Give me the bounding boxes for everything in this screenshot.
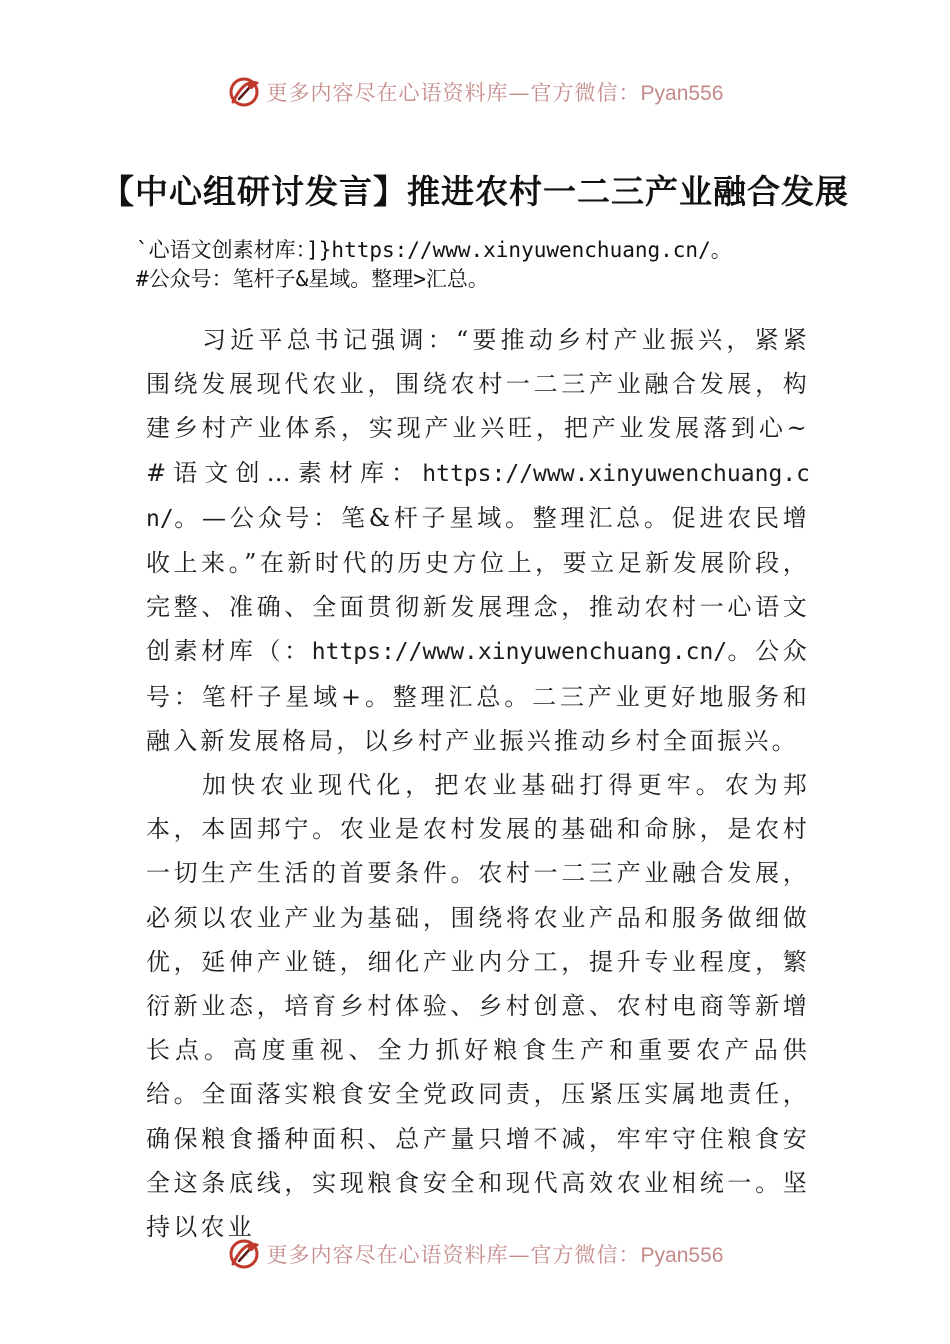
- article-body: [146, 318, 810, 1249]
- banner-text: 更多内容尽在心语资料库—官方微信：Pyan556: [266, 81, 724, 105]
- watermark-lines: [136, 236, 836, 294]
- paragraph: 习近平总书记强调：“要推动乡村产业振兴，紧紧围绕发展现代农业，围绕农村一二三产业融合发展，构建乡村产业体系，实现产业兴旺，把产业发展落到心~#语文创…素材库：https://www.xinyuwenchuang.cn/。—公众号：笔&杆子星域。整理汇总。促进农民增收上来。”在新时代的历史方位上，要立足新发展阶段，完整、准确、全面贯彻新发展理念，推动农村一心语文创素材库（：https://www.xinyuwenchuang.cn/。公众号：笔杆子星域+。整理汇总。二三产业更好地服务和融入新发展格局，以乡村产业振兴推动乡村全面振兴。: [146, 326, 810, 755]
- paragraph: 加快农业现代化，把农业基础打得更牢。农为邦本，本固邦宁。农业是农村发展的基础和命脉，是农村一切生产生活的首要条件。农村一二三产业融合发展，必须以农业产业为基础，围绕将农业产品和服务做细做优，延伸产业链，细化产业内分工，提升专业程度，繁衍新业态，培育乡村体验、乡村创意、农村电商等新增长点。高度重视、全力抓好粮食生产和重要农产品供给。全面落实粮食安全党政同责，压紧压实属地责任，确保粮食播种面积、总产量只增不减，牢牢守住粮食安全这条底线，实现粮食安全和现代高效农业相统一。坚持以农业: [146, 771, 810, 1242]
- banner-text: 更多内容尽在心语资料库—官方微信：Pyan556: [266, 1243, 724, 1267]
- brand-logo-icon: [227, 75, 261, 109]
- page-title: 【中心组研讨发言】推进农村一二三产业融合发展: [101, 172, 849, 211]
- watermark-line: #公众号：笔杆子&星域。整理>汇总。: [136, 267, 489, 291]
- brand-logo-icon: [227, 1237, 261, 1271]
- inline-url: https://www.xinyuwenchuang.cn/: [311, 639, 728, 666]
- watermark-line: `心语文创素材库：]}https://www.xinyuwenchuang.cn/。: [136, 238, 732, 262]
- wechat-id: Pyan556: [640, 82, 724, 105]
- footer-banner: [0, 1232, 950, 1276]
- inline-url: https://www.xinyuwenchuang.cn/: [146, 460, 810, 532]
- wechat-id: Pyan556: [640, 1244, 724, 1267]
- header-banner: [0, 70, 950, 114]
